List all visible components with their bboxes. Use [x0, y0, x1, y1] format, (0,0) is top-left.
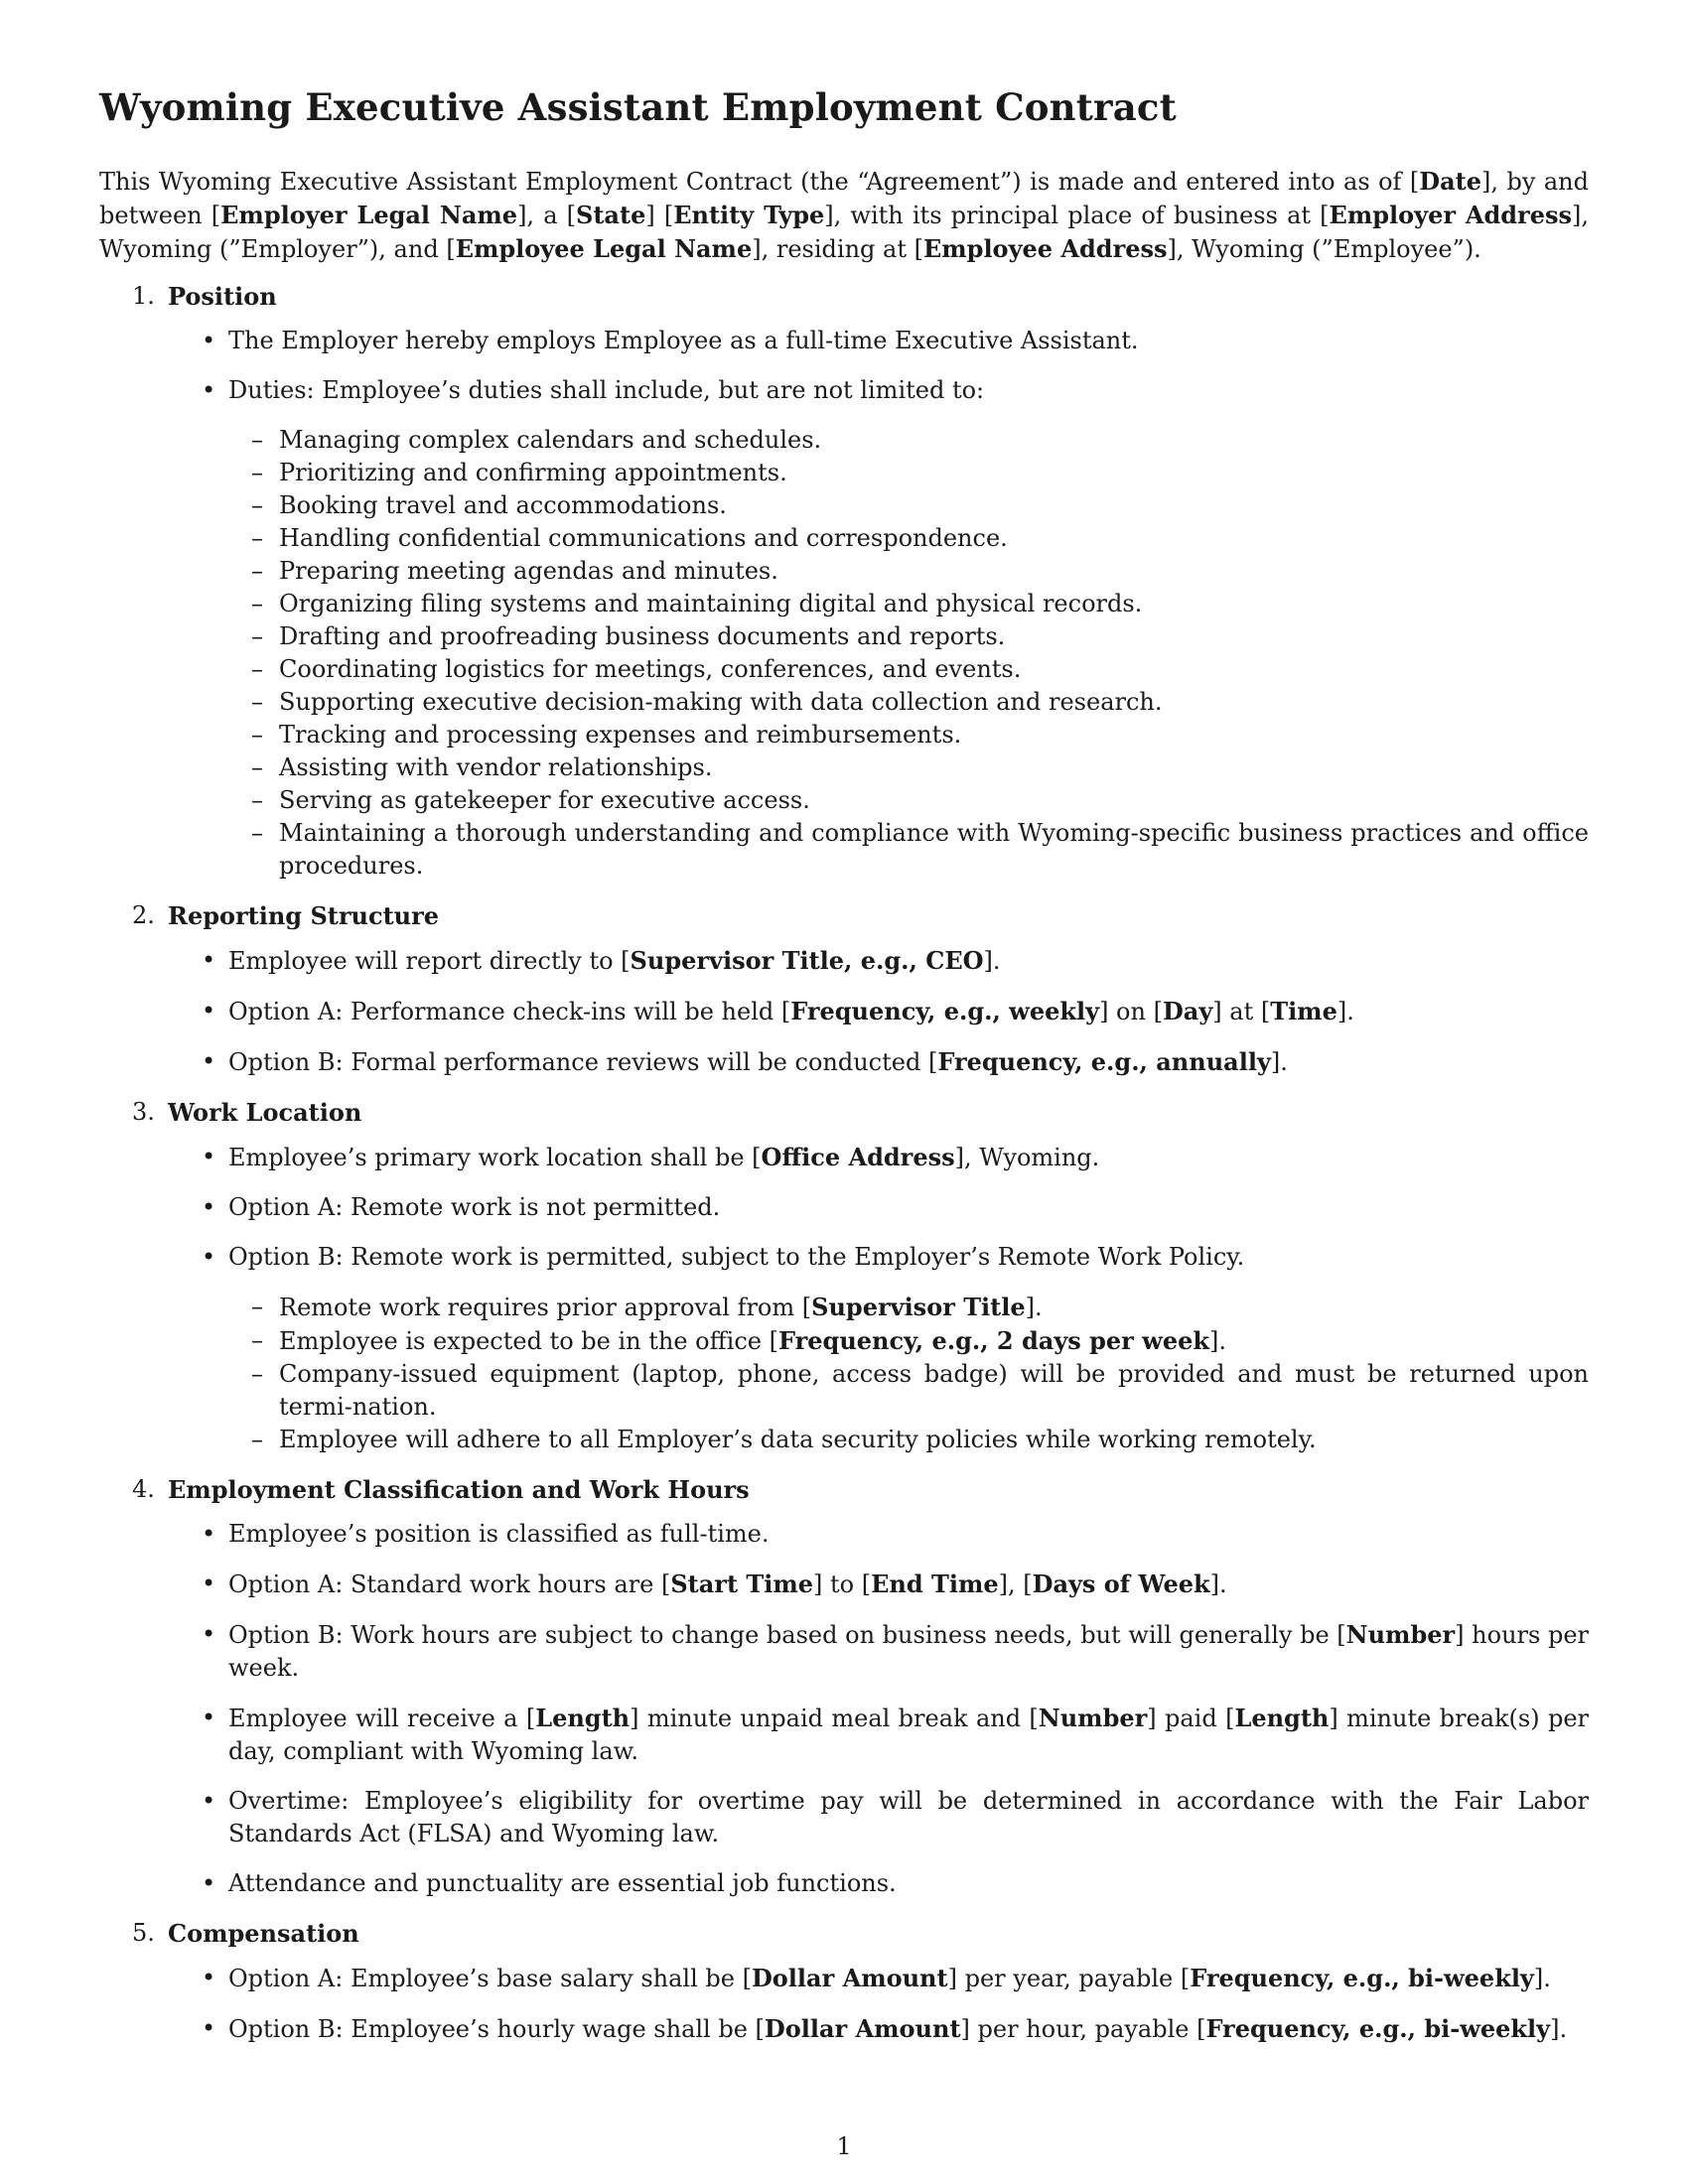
- placeholder-field: Frequency, e.g., bi-weekly: [1190, 1964, 1534, 1993]
- bullet-item: [168, 1141, 1589, 1174]
- text-run: Employee will adhere to all Employer’s data security policies while working remotely.: [279, 1426, 1317, 1454]
- bullet-item: [168, 1045, 1589, 1079]
- text-run: ].: [1209, 1570, 1227, 1599]
- placeholder-field: Frequency, e.g., annually: [937, 1047, 1271, 1077]
- sub-item: [228, 588, 1589, 620]
- bullet-item: [168, 1568, 1589, 1601]
- text-run: Tracking and processing expenses and reimbursements.: [279, 721, 962, 750]
- text-run: Booking travel and accommodations.: [279, 491, 727, 520]
- text-run: Employee’s position is classified as full-time.: [228, 1520, 770, 1549]
- section-4: [99, 1473, 1589, 1900]
- text-run: ] minute unpaid meal break and [: [630, 1705, 1039, 1733]
- placeholder-field: Start Time: [670, 1570, 814, 1599]
- text-run: Employee is expected to be in the office [: [279, 1327, 778, 1356]
- text-run: Assisting with vendor relationships.: [279, 753, 713, 782]
- section-title: Employment Classification and Work Hours: [168, 1475, 750, 1505]
- section-number: 4.: [132, 1475, 155, 1504]
- section-5: [99, 1917, 1589, 2046]
- placeholder-field: Number: [1038, 1704, 1148, 1733]
- placeholder-field: Supervisor Title: [811, 1293, 1026, 1322]
- section-number: 1.: [132, 282, 155, 311]
- text-run: Attendance and punctuality are essential job functions.: [228, 1869, 897, 1898]
- text-run: Preparing meeting agendas and minutes.: [279, 557, 778, 586]
- text-run: Supporting executive decision-making with data collection and research.: [279, 688, 1163, 717]
- placeholder-field: Employer Address: [1329, 201, 1572, 230]
- text-run: ], with its principal place of business at [: [824, 202, 1330, 230]
- placeholder-field: Days of Week: [1032, 1570, 1210, 1599]
- text-run: Prioritizing and confirming appointments.: [279, 459, 787, 487]
- text-run: Option A: Standard work hours are [: [228, 1570, 671, 1599]
- bullet-item: [168, 1618, 1589, 1685]
- text-run: ] paid [: [1147, 1705, 1235, 1733]
- text-run: ] on [: [1099, 998, 1163, 1026]
- document-title: Wyoming Executive Assistant Employment Contract: [99, 85, 1177, 129]
- section-number: 5.: [132, 1919, 155, 1948]
- sub-item: [228, 1324, 1589, 1358]
- bullet-item: [168, 1785, 1589, 1850]
- text-run: Company-issued equipment (laptop, phone, access badge) will be provided and must be returned upon termi-nation.: [279, 1360, 1589, 1422]
- text-run: Option A: Performance check-ins will be held [: [228, 998, 791, 1026]
- sub-item: [228, 1358, 1589, 1424]
- bullet-list: [168, 1518, 1589, 1900]
- placeholder-field: State: [576, 201, 646, 230]
- placeholder-field: Dollar Amount: [764, 2014, 961, 2044]
- bullet-list: [168, 944, 1589, 1079]
- sub-item: [228, 686, 1589, 719]
- section-title: Work Location: [168, 1098, 362, 1128]
- sub-item: [228, 555, 1589, 588]
- text-run: Option A: Employee’s base salary shall be [: [228, 1965, 752, 1993]
- placeholder-field: Employer Legal Name: [220, 201, 518, 230]
- text-run: Overtime: Employee’s eligibility for overtime pay will be determined in accordance with the Fair Labor Standards Act (FLSA) and Wyoming law.: [228, 1787, 1589, 1848]
- sub-item: [228, 751, 1589, 784]
- text-run: ] per year, payable [: [947, 1965, 1191, 1993]
- text-run: Managing complex calendars and schedules.: [279, 426, 822, 455]
- text-run: ].: [1550, 2015, 1568, 2044]
- text-run: ], Wyoming.: [954, 1144, 1100, 1172]
- placeholder-field: End Time: [871, 1570, 999, 1599]
- text-run: [: [1409, 168, 1420, 197]
- bullet-list: [168, 325, 1589, 883]
- bullet-item: [168, 944, 1589, 978]
- sub-item: [228, 457, 1589, 489]
- text-run: ].: [1025, 1294, 1043, 1322]
- sub-item: [228, 489, 1589, 522]
- text-run: ], [: [998, 1570, 1033, 1599]
- placeholder-field: Length: [1234, 1704, 1330, 1733]
- text-run: Option B: Employee’s hourly wage shall be [: [228, 2015, 765, 2044]
- text-run: Handling confidential communications and correspondence.: [279, 524, 1008, 553]
- text-run: ], by and between [: [99, 168, 1589, 230]
- section-2: [99, 899, 1589, 1079]
- text-run: ], Wyoming (”Employer”), and [: [99, 202, 1589, 264]
- text-run: ] to [: [813, 1570, 872, 1599]
- section-number: 2.: [132, 901, 155, 930]
- text-run: Option A: Remote work is not permitted.: [228, 1193, 721, 1222]
- bullet-item: [168, 1518, 1589, 1551]
- text-run: Organizing filing systems and maintaining digital and physical records.: [279, 590, 1143, 618]
- sub-item: [228, 653, 1589, 686]
- text-run: Serving as gatekeeper for executive access.: [279, 786, 810, 815]
- text-run: Remote work requires prior approval from [: [279, 1294, 812, 1322]
- text-run: Employee’s primary work location shall be [: [228, 1144, 762, 1172]
- text-run: Option B: Work hours are subject to change based on business needs, but will generally be [: [228, 1621, 1346, 1650]
- text-run: ].: [983, 947, 1001, 976]
- bullet-item: [168, 1702, 1589, 1768]
- section-title: Position: [168, 282, 277, 312]
- bullet-item: [168, 1191, 1589, 1224]
- placeholder-field: Office Address: [761, 1143, 955, 1172]
- section-title: Compensation: [168, 1919, 359, 1949]
- text-run: ].: [1533, 1965, 1551, 1993]
- text-run: ], a [: [517, 202, 577, 230]
- placeholder-field: Employee Address: [922, 234, 1168, 264]
- placeholder-field: Dollar Amount: [751, 1964, 948, 1993]
- bullet-list: [168, 1141, 1589, 1456]
- sub-item: [228, 424, 1589, 457]
- text-run: This Wyoming Executive Assistant Employment Contract (the “Agreement”) is made and entered into as of: [99, 168, 1410, 197]
- text-run: Option B: Formal performance reviews will be conducted [: [228, 1048, 938, 1077]
- text-run: ].: [1270, 1048, 1288, 1077]
- section-number: 3.: [132, 1098, 155, 1127]
- text-run: Employee will report directly to [: [228, 947, 631, 976]
- text-run: Employee will receive a [: [228, 1705, 536, 1733]
- placeholder-field: Length: [535, 1704, 631, 1733]
- sub-item: [228, 620, 1589, 653]
- placeholder-field: Entity Type: [673, 201, 825, 230]
- text-run: Maintaining a thorough understanding and compliance with Wyoming-specific business practices and office procedures.: [279, 819, 1589, 881]
- sub-item: [228, 817, 1589, 883]
- placeholder-field: Time: [1270, 997, 1337, 1026]
- bullet-item: [168, 325, 1589, 357]
- sections-list: [99, 280, 1589, 2046]
- sub-item: [228, 784, 1589, 817]
- placeholder-field: Day: [1162, 997, 1213, 1026]
- text-run: Duties: Employee’s duties shall include, but are not limited to:: [228, 376, 985, 405]
- bullet-item: [168, 374, 1589, 883]
- bullet-item: [168, 1867, 1589, 1900]
- sub-list: [228, 424, 1589, 883]
- text-run: ], residing at [: [752, 235, 923, 264]
- sub-item: [228, 522, 1589, 555]
- placeholder-field: Frequency, e.g., bi-weekly: [1205, 2014, 1551, 2044]
- bullet-item: [168, 1241, 1589, 1456]
- placeholder-field: Frequency, e.g., 2 days per week: [778, 1326, 1210, 1356]
- placeholder-field: Number: [1345, 1620, 1456, 1650]
- text-run: Option B: Remote work is permitted, subject to the Employer’s Remote Work Policy.: [228, 1243, 1245, 1272]
- bullet-list: [168, 1962, 1589, 2046]
- bullet-item: [168, 995, 1589, 1028]
- text-run: The Employer hereby employs Employee as a full-time Executive Assistant.: [228, 327, 1139, 355]
- text-run: ].: [1336, 998, 1354, 1026]
- text-run: Coordinating logistics for meetings, conferences, and events.: [279, 655, 1022, 684]
- section-1: [99, 280, 1589, 883]
- placeholder-field: Frequency, e.g., weekly: [790, 997, 1100, 1026]
- placeholder-field: Supervisor Title, e.g., CEO: [630, 946, 984, 976]
- text-run: ], Wyoming (”Employee”).: [1167, 235, 1481, 264]
- sub-item: [228, 719, 1589, 751]
- placeholder-field: Date: [1419, 167, 1482, 197]
- sub-item: [228, 1424, 1589, 1456]
- text-run: ].: [1209, 1327, 1227, 1356]
- bullet-item: [168, 2012, 1589, 2046]
- text-run: ] [: [645, 202, 674, 230]
- page-number: 1: [836, 2132, 852, 2160]
- bullet-item: [168, 1962, 1589, 1995]
- text-run: ] minute break(s) per day, compliant with Wyoming law.: [228, 1705, 1589, 1766]
- placeholder-field: Employee Legal Name: [455, 234, 753, 264]
- document-page: [99, 85, 1589, 2063]
- text-run: Drafting and proofreading business documents and reports.: [279, 622, 1006, 651]
- section-3: [99, 1096, 1589, 1456]
- text-run: ] hours per week.: [228, 1621, 1589, 1683]
- sub-list: [228, 1291, 1589, 1456]
- section-title: Reporting Structure: [168, 901, 440, 931]
- text-run: ] at [: [1212, 998, 1271, 1026]
- text-run: ] per hour, payable [: [960, 2015, 1206, 2044]
- sub-item: [228, 1291, 1589, 1324]
- intro-paragraph: [99, 165, 1589, 266]
